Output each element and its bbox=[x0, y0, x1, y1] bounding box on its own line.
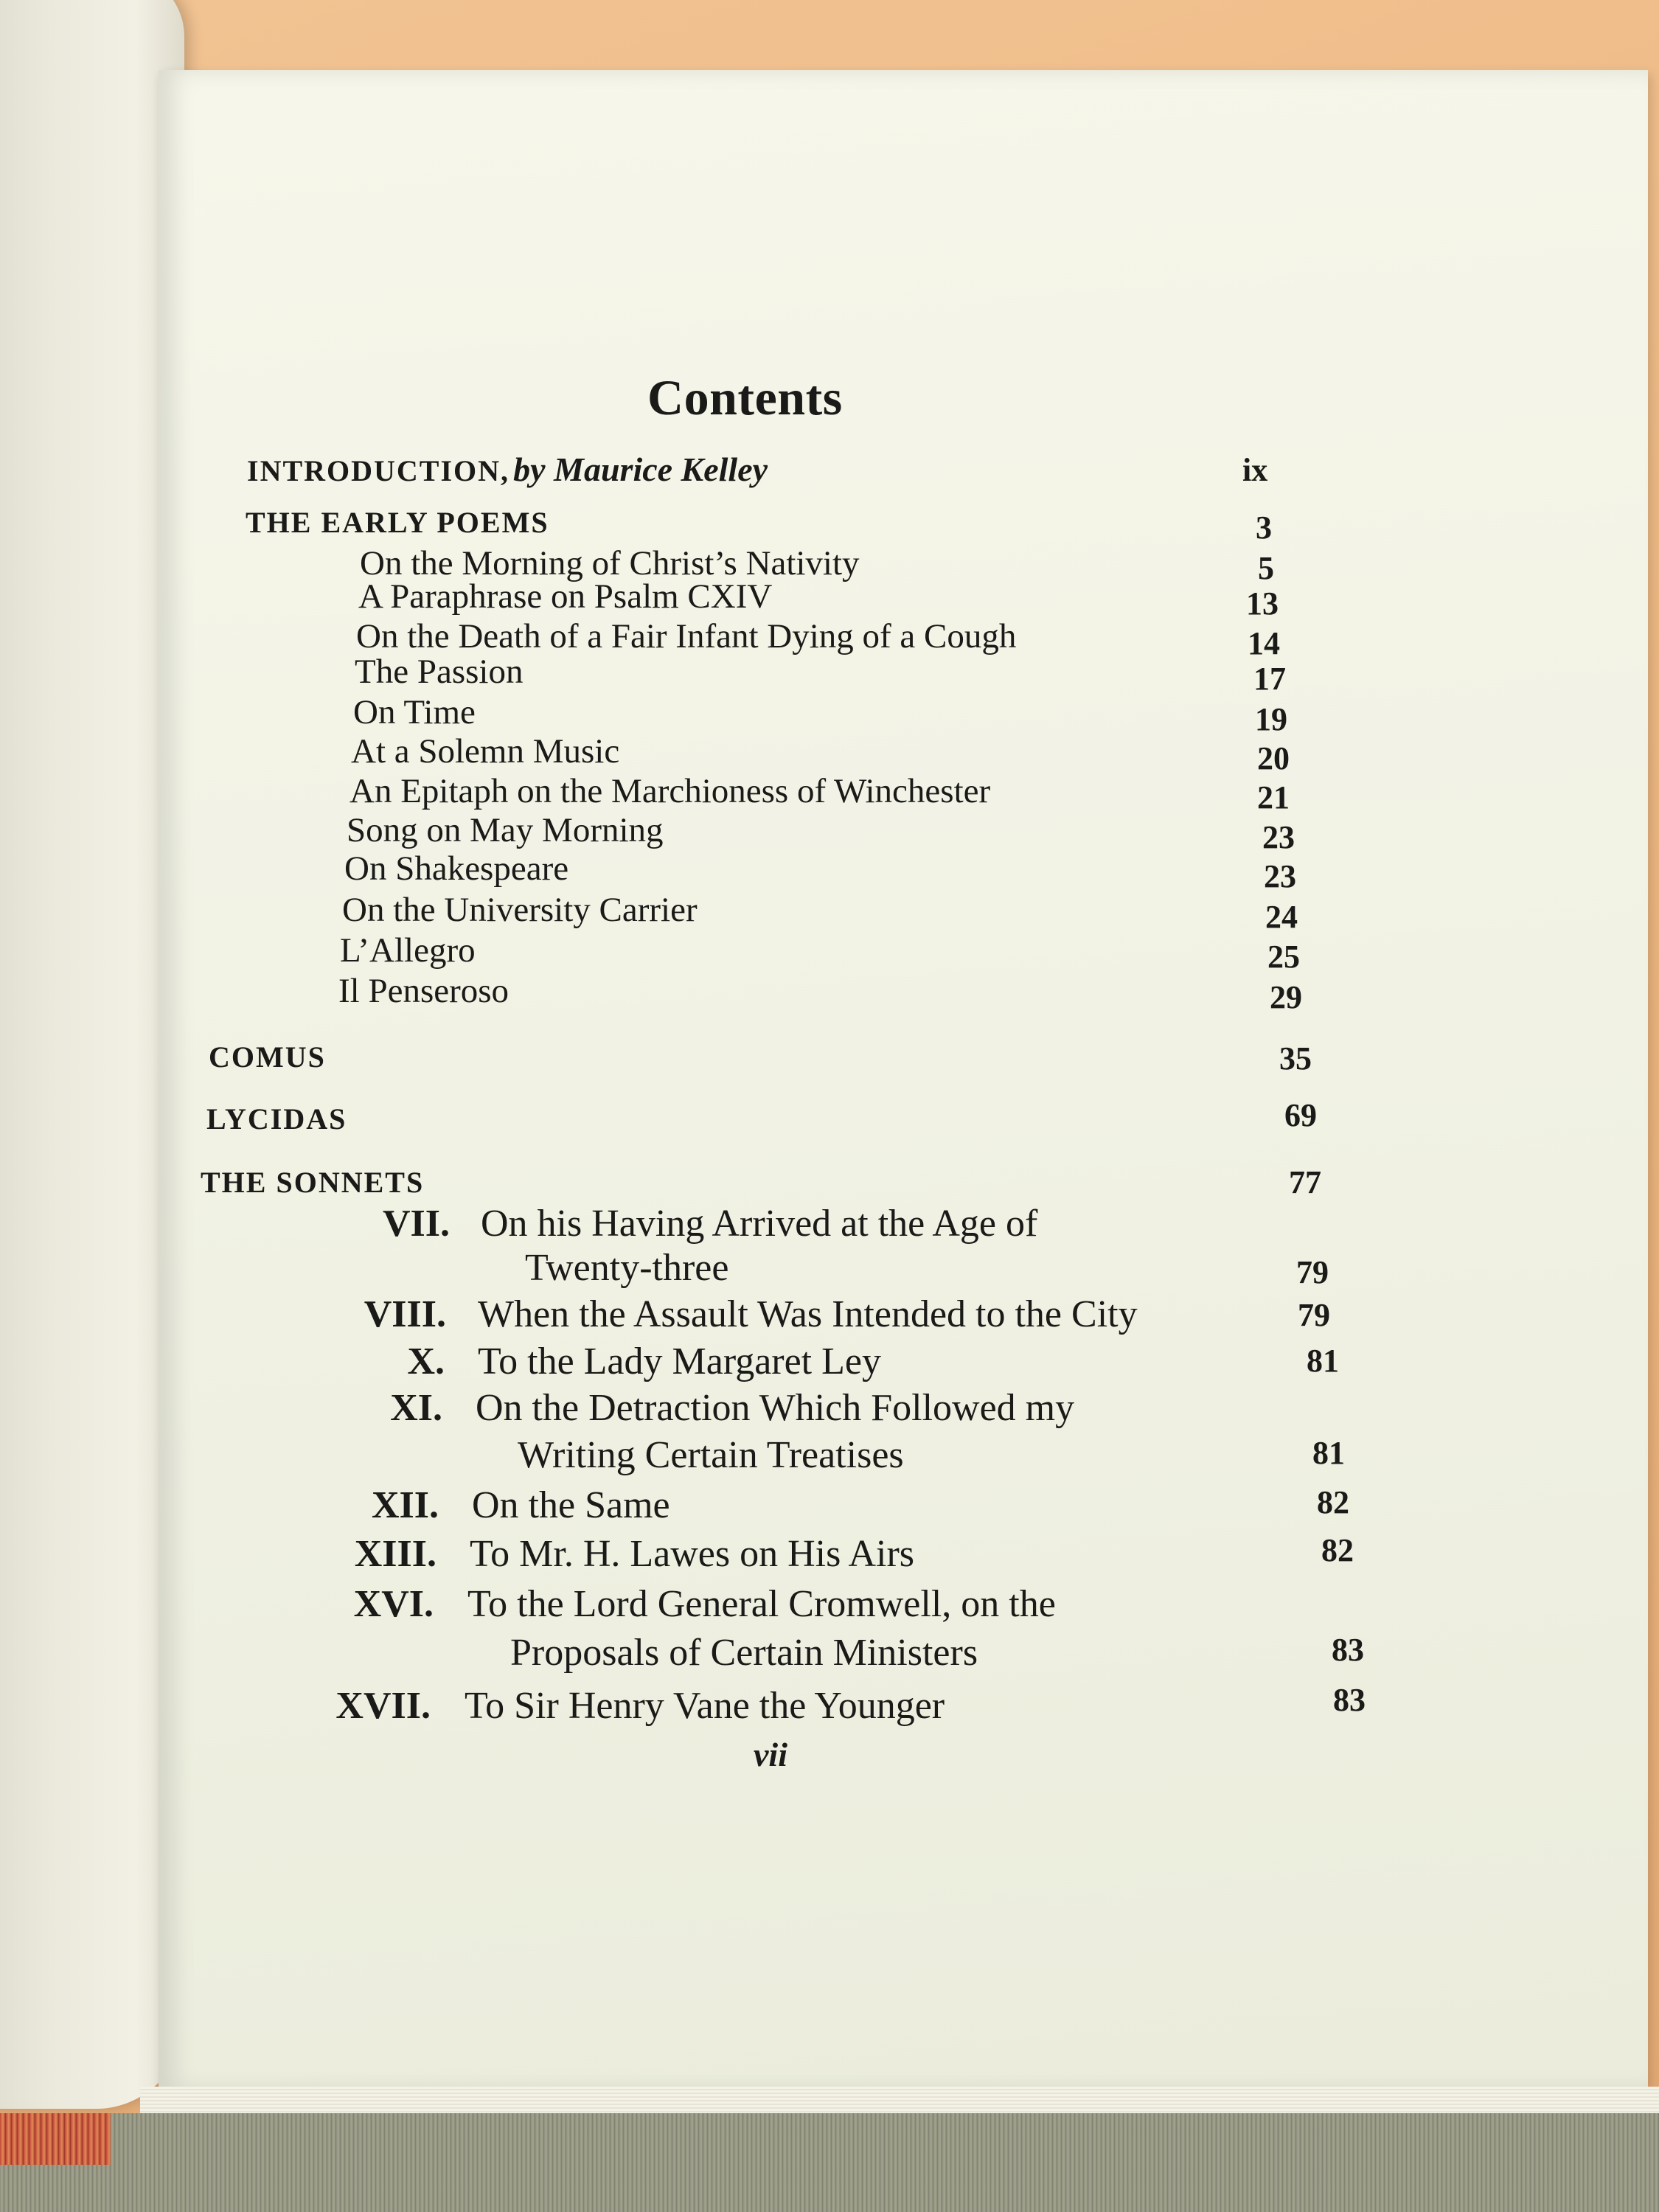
sonnet-page: 82 bbox=[1317, 1484, 1349, 1520]
headband bbox=[0, 2113, 111, 2165]
toc-entry[interactable]: On the Death of a Fair Infant Dying of a Cough bbox=[356, 617, 1017, 655]
sonnet-numeral: X. bbox=[407, 1340, 445, 1382]
sonnet-page: 82 bbox=[1321, 1532, 1354, 1568]
sonnet-numeral: VII. bbox=[382, 1203, 450, 1245]
toc-entry[interactable]: On Time bbox=[353, 693, 476, 731]
sonnet-title[interactable]: To Mr. H. Lawes on His Airs bbox=[470, 1533, 915, 1575]
introduction-author: by Maurice Kelley bbox=[513, 451, 768, 488]
toc-entry[interactable]: On the Morning of Christ’s Nativity bbox=[360, 544, 860, 582]
book-cover-cloth bbox=[0, 2113, 1659, 2212]
section-early-poems-page: 3 bbox=[1256, 509, 1272, 546]
book-page bbox=[159, 70, 1648, 2090]
sonnet-numeral: XI. bbox=[390, 1387, 442, 1429]
sonnet-numeral: XII. bbox=[371, 1484, 439, 1526]
toc-entry[interactable]: On the University Carrier bbox=[342, 891, 698, 929]
sonnet-title-continued[interactable]: Twenty-three bbox=[525, 1247, 729, 1289]
toc-entry[interactable]: On Shakespeare bbox=[344, 849, 569, 888]
sonnet-title[interactable]: When the Assault Was Intended to the City bbox=[478, 1293, 1138, 1335]
toc-entry-page: 13 bbox=[1246, 585, 1279, 622]
sonnet-title-continued[interactable]: Proposals of Certain Ministers bbox=[510, 1632, 978, 1674]
sonnet-page: 81 bbox=[1312, 1435, 1345, 1471]
toc-entry[interactable]: At a Solemn Music bbox=[351, 732, 620, 771]
toc-entry-page: 24 bbox=[1265, 899, 1298, 935]
toc-entry-page: 5 bbox=[1258, 550, 1274, 586]
section-early-poems[interactable]: THE EARLY POEMS bbox=[246, 506, 549, 539]
introduction-page: ix bbox=[1242, 452, 1268, 488]
sonnet-title[interactable]: On his Having Arrived at the Age of bbox=[481, 1203, 1038, 1245]
introduction-label: INTRODUCTION, bbox=[247, 454, 510, 487]
section-lycidas[interactable]: LYCIDAS bbox=[206, 1102, 347, 1135]
show-through bbox=[649, 166, 658, 200]
toc-entry[interactable]: A Paraphrase on Psalm CXIV bbox=[358, 577, 773, 616]
section-sonnets-page: 77 bbox=[1289, 1164, 1321, 1200]
page-edges bbox=[140, 2087, 1659, 2115]
toc-entry-page: 23 bbox=[1264, 858, 1296, 894]
toc-entry-page: 14 bbox=[1248, 625, 1280, 661]
sonnet-page: 83 bbox=[1333, 1682, 1366, 1718]
sonnet-page: 79 bbox=[1298, 1297, 1330, 1333]
toc-entry-page: 17 bbox=[1253, 661, 1286, 697]
toc-entry-page: 21 bbox=[1257, 779, 1290, 815]
sonnet-numeral: XVI. bbox=[353, 1583, 434, 1625]
page-folio: vii bbox=[754, 1736, 787, 1773]
sonnet-numeral: XVII. bbox=[335, 1685, 431, 1727]
toc-entry[interactable]: L’Allegro bbox=[340, 931, 476, 970]
sonnet-title[interactable]: On the Detraction Which Followed my bbox=[476, 1387, 1075, 1429]
toc-entry-page: 19 bbox=[1255, 701, 1287, 737]
toc-entry-page: 20 bbox=[1257, 740, 1290, 776]
sonnet-page: 83 bbox=[1332, 1632, 1364, 1668]
section-comus-page: 35 bbox=[1279, 1040, 1312, 1077]
section-lycidas-page: 69 bbox=[1284, 1097, 1317, 1133]
sonnet-title-continued[interactable]: Writing Certain Treatises bbox=[518, 1434, 904, 1476]
sonnet-page: 81 bbox=[1307, 1343, 1339, 1379]
sonnet-numeral: XIII. bbox=[354, 1533, 437, 1575]
toc-entry[interactable]: Song on May Morning bbox=[347, 811, 664, 849]
page-title: Contents bbox=[647, 369, 843, 425]
toc-entry[interactable]: An Epitaph on the Marchioness of Winchester bbox=[349, 772, 991, 810]
toc-entry-page: 29 bbox=[1270, 979, 1302, 1015]
sonnet-title[interactable]: To Sir Henry Vane the Younger bbox=[465, 1685, 945, 1727]
toc-entry[interactable]: Il Penseroso bbox=[338, 972, 509, 1010]
sonnet-title[interactable]: On the Same bbox=[472, 1484, 670, 1526]
sonnet-title[interactable]: To the Lord General Cromwell, on the bbox=[467, 1583, 1056, 1625]
introduction-entry[interactable] bbox=[247, 450, 768, 489]
facing-page bbox=[0, 0, 184, 2109]
sonnet-page: 79 bbox=[1296, 1254, 1329, 1290]
toc-entry[interactable]: The Passion bbox=[355, 653, 524, 691]
toc-entry-page: 25 bbox=[1267, 939, 1300, 975]
sonnet-title[interactable]: To the Lady Margaret Ley bbox=[478, 1340, 881, 1382]
toc-entry-page: 23 bbox=[1262, 819, 1295, 855]
sonnet-numeral: VIII. bbox=[364, 1293, 446, 1335]
section-sonnets[interactable]: THE SONNETS bbox=[201, 1166, 425, 1199]
section-comus[interactable]: COMUS bbox=[209, 1040, 326, 1074]
